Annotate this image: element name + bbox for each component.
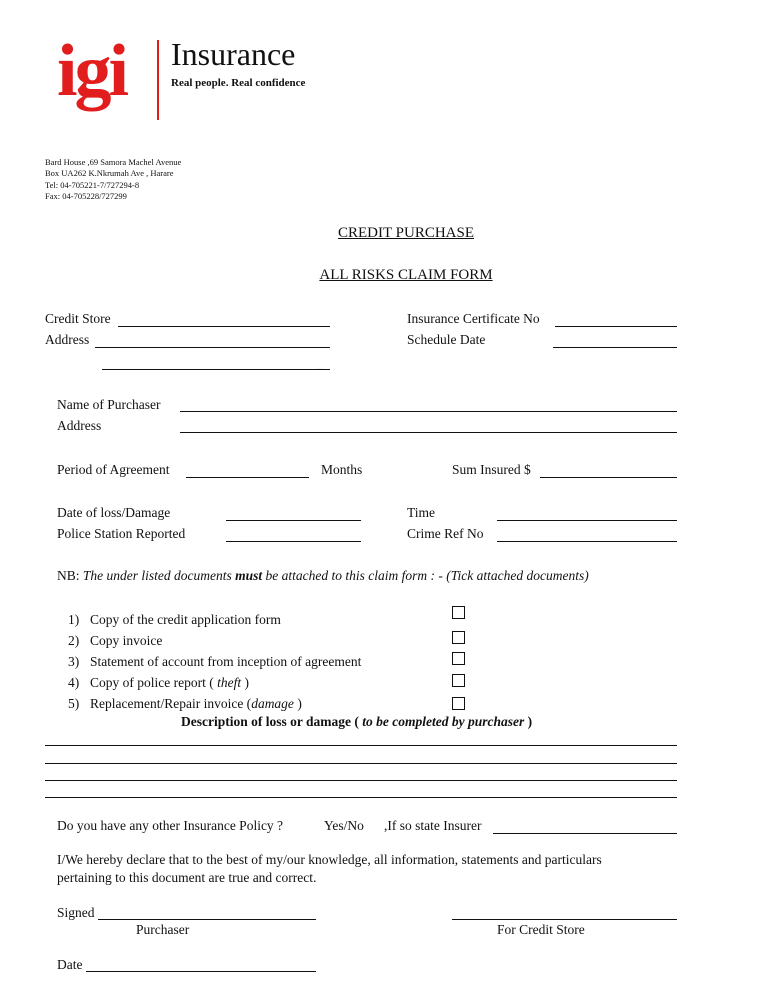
crime-ref-field[interactable]: [497, 541, 677, 542]
address-line: Box UA262 K.Nkrumah Ave , Harare: [45, 168, 174, 178]
loss-date-label: Date of loss/Damage: [57, 505, 171, 520]
fax-line: Fax: 04-705228/727299: [45, 191, 127, 201]
declaration-line: pertaining to this document are true and correct.: [57, 870, 317, 885]
police-station-field[interactable]: [226, 541, 361, 542]
address-line: Bard House ,69 Samora Machel Avenue: [45, 157, 182, 167]
description-line[interactable]: [45, 763, 677, 764]
doc-label: [90, 675, 249, 691]
yes-no-option[interactable]: Yes/No: [324, 818, 364, 833]
company-name: Insurance: [171, 36, 296, 72]
sum-insured-field[interactable]: [540, 477, 677, 478]
purchaser-name-label: Name of Purchaser: [57, 397, 161, 412]
store-signature-field[interactable]: [452, 919, 677, 920]
store-address-field[interactable]: [95, 347, 330, 348]
date-field[interactable]: [86, 971, 316, 972]
doc-close: ): [241, 675, 249, 690]
doc-checkbox-3[interactable]: [452, 652, 465, 665]
crime-ref-label: Crime Ref No: [407, 526, 484, 541]
doc-number: 2): [68, 633, 80, 648]
doc-number: 3): [68, 654, 80, 669]
purchaser-address-field[interactable]: [180, 432, 677, 433]
description-line[interactable]: [45, 797, 677, 798]
doc-checkbox-1[interactable]: [452, 606, 465, 619]
logo-divider: [157, 40, 159, 120]
time-label: Time: [407, 505, 436, 520]
state-insurer-label: ,If so state Insurer: [384, 818, 482, 833]
schedule-date-field[interactable]: [553, 347, 677, 348]
purchaser-caption: Purchaser: [136, 922, 190, 937]
description-label: Description of loss or damage (: [181, 714, 363, 729]
store-address-label: Address: [45, 332, 90, 347]
underscore-mark: _: [316, 356, 323, 371]
doc-number: 4): [68, 675, 80, 690]
doc-checkbox-5[interactable]: [452, 697, 465, 710]
doc-number: 1): [68, 612, 80, 627]
logo-mark: igi: [57, 30, 127, 112]
months-label: Months: [321, 462, 363, 477]
cert-no-label: Insurance Certificate No: [407, 311, 540, 326]
doc-number: 5): [68, 696, 80, 711]
period-field[interactable]: [186, 477, 309, 478]
time-field[interactable]: [497, 520, 677, 521]
company-tagline: Real people. Real confidence: [171, 77, 306, 89]
declaration-line: I/We hereby declare that to the best of my/our knowledge, all information, statements and particulars: [57, 852, 602, 867]
store-caption: For Credit Store: [497, 922, 585, 937]
note-prefix: NB:: [57, 568, 83, 583]
doc-label: [90, 696, 302, 712]
sum-insured-label: Sum Insured $: [452, 462, 531, 477]
period-label: Period of Agreement: [57, 462, 170, 477]
doc-detail: damage: [251, 696, 294, 711]
doc-checkbox-2[interactable]: [452, 631, 465, 644]
doc-label: Copy of the credit application form: [90, 612, 281, 627]
note-rest: be attached to this claim form : - (Tick attached documents): [262, 568, 589, 583]
doc-close: ): [293, 696, 302, 711]
doc-label: Copy invoice: [90, 633, 163, 648]
other-policy-question: Do you have any other Insurance Policy ?: [57, 818, 284, 833]
doc-label: Statement of account from inception of agreement: [90, 654, 362, 669]
form-title: CREDIT PURCHASE: [338, 225, 474, 241]
form-subtitle: ALL RISKS CLAIM FORM: [319, 267, 493, 283]
purchaser-name-field[interactable]: [180, 411, 677, 412]
documents-note: [57, 568, 589, 584]
description-heading: [181, 714, 532, 730]
insurer-field[interactable]: [493, 833, 677, 834]
police-station-label: Police Station Reported: [57, 526, 186, 541]
credit-store-label: Credit Store: [45, 311, 111, 326]
description-line[interactable]: [45, 745, 677, 746]
doc-detail: theft: [217, 675, 242, 690]
credit-store-field[interactable]: [118, 326, 330, 327]
schedule-date-label: Schedule Date: [407, 332, 486, 347]
doc-text: Copy of police report (: [90, 675, 218, 690]
date-label: Date: [57, 957, 83, 972]
doc-text: Replacement/Repair invoice (: [90, 696, 252, 711]
store-address-field-2[interactable]: [102, 369, 330, 370]
note-must: must: [235, 568, 263, 583]
description-italic: to be completed by purchaser: [362, 714, 525, 729]
phone-line: Tel: 04-705221-7/727294-8: [45, 180, 140, 190]
description-close: ): [524, 714, 533, 729]
doc-checkbox-4[interactable]: [452, 674, 465, 687]
purchaser-signature-field[interactable]: [98, 919, 316, 920]
purchaser-address-label: Address: [57, 418, 102, 433]
signed-label: Signed: [57, 905, 95, 920]
cert-no-field[interactable]: [555, 326, 677, 327]
loss-date-field[interactable]: [226, 520, 361, 521]
description-line[interactable]: [45, 780, 677, 781]
note-italic: The under listed documents: [82, 568, 236, 583]
